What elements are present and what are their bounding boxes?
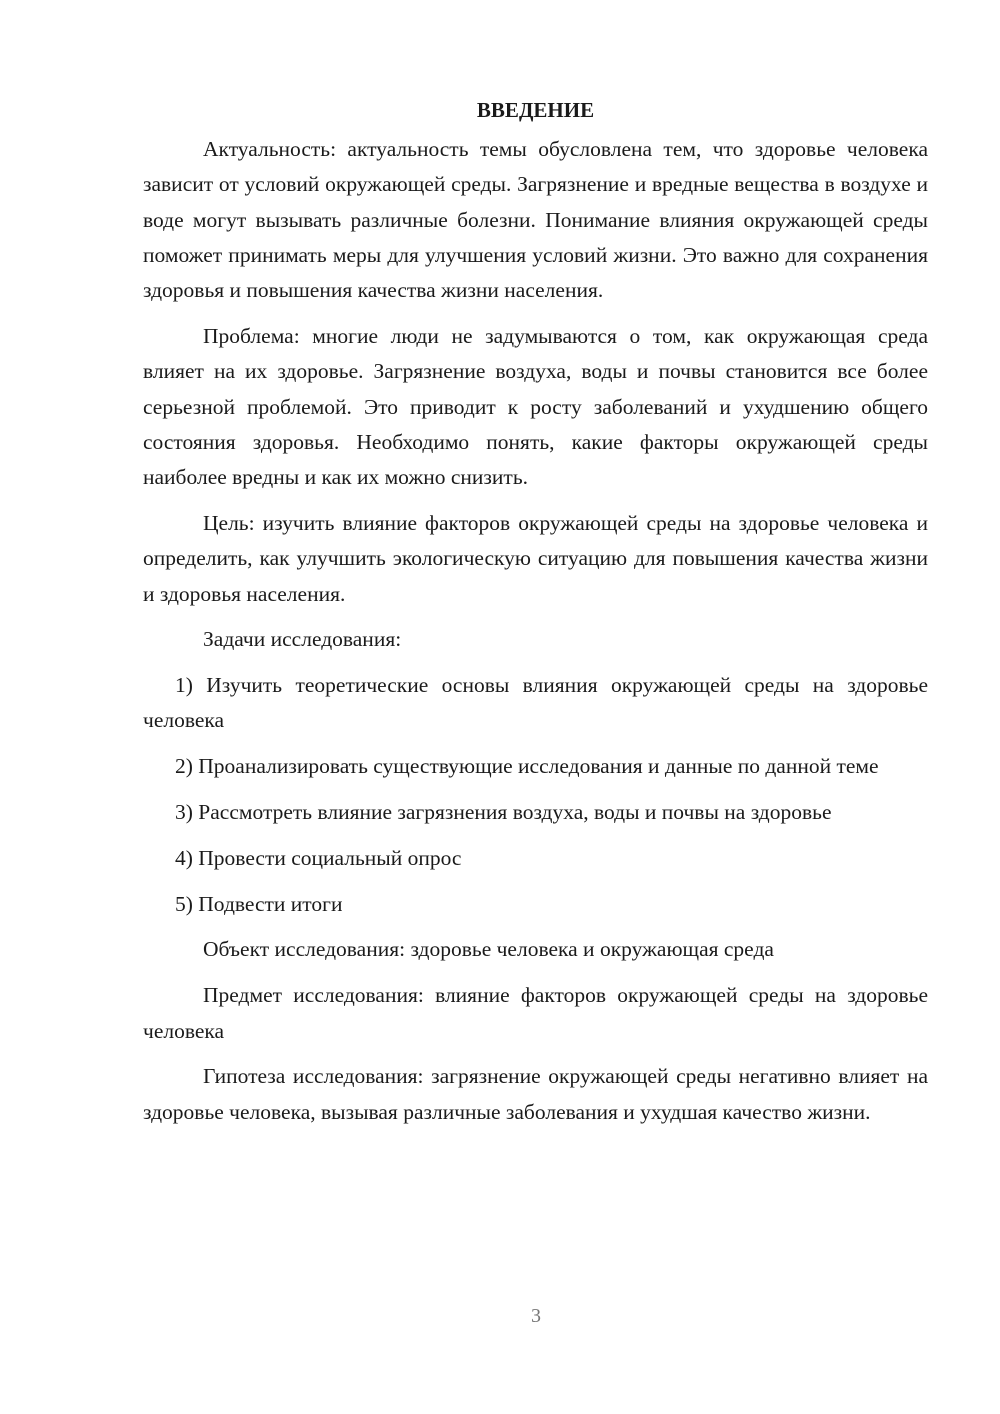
paragraph-relevance: Актуальность: актуальность темы обусловлена тем, что здоровье человека зависит от условий окружающей среды. Загрязнение и вредные вещества в воздухе и воде могут вызывать различные болезни. Понимание влияния окружающей среды поможет принимать меры для улучшения условий жизни. Это важно для сохранения здоровья и повышения качества жизни населения. xyxy=(143,137,928,303)
list-item: 2) Проанализировать существующие исследования и данные по данной теме xyxy=(175,754,879,779)
list-item: 3) Рассмотреть влияние загрязнения воздуха, воды и почвы на здоровье xyxy=(175,800,832,825)
document-page xyxy=(143,94,928,1140)
paragraph-problem: Проблема: многие люди не задумываются о том, как окружающая среда влияет на их здоровье. Загрязнение воздуха, воды и почвы становится все более серьезной проблемой. Это приводит к росту заболеваний и ухудшению общего состояния здоровья. Необходимо понять, какие факторы окружающей среды наиболее вредны и как их можно снизить. xyxy=(143,323,928,490)
paragraph-object: Объект исследования: здоровье человека и окружающая среда xyxy=(203,937,774,962)
list-item: 1) Изучить теоретические основы влияния окружающей среды на здоровье человека xyxy=(143,673,928,733)
paragraph-subject: Предмет исследования: влияние факторов окружающей среды на здоровье человека xyxy=(143,983,928,1043)
list-item: 5) Подвести итоги xyxy=(175,891,343,916)
list-item: 4) Провести социальный опрос xyxy=(175,845,462,870)
page-title: ВВЕДЕНИЕ xyxy=(476,98,595,122)
paragraph-hypothesis: Гипотеза исследования: загрязнение окружающей среды негативно влияет на здоровье человека, вызывая различные заболевания и ухудшая качество жизни. xyxy=(143,1064,928,1124)
paragraph-tasks-heading: Задачи исследования: xyxy=(203,627,402,652)
paragraph-goal: Цель: изучить влияние факторов окружающей среды на здоровье человека и определить, как улучшить экологическую ситуацию для повышения качества жизни и здоровья населения. xyxy=(143,510,928,606)
page-number: 3 xyxy=(531,1305,541,1327)
